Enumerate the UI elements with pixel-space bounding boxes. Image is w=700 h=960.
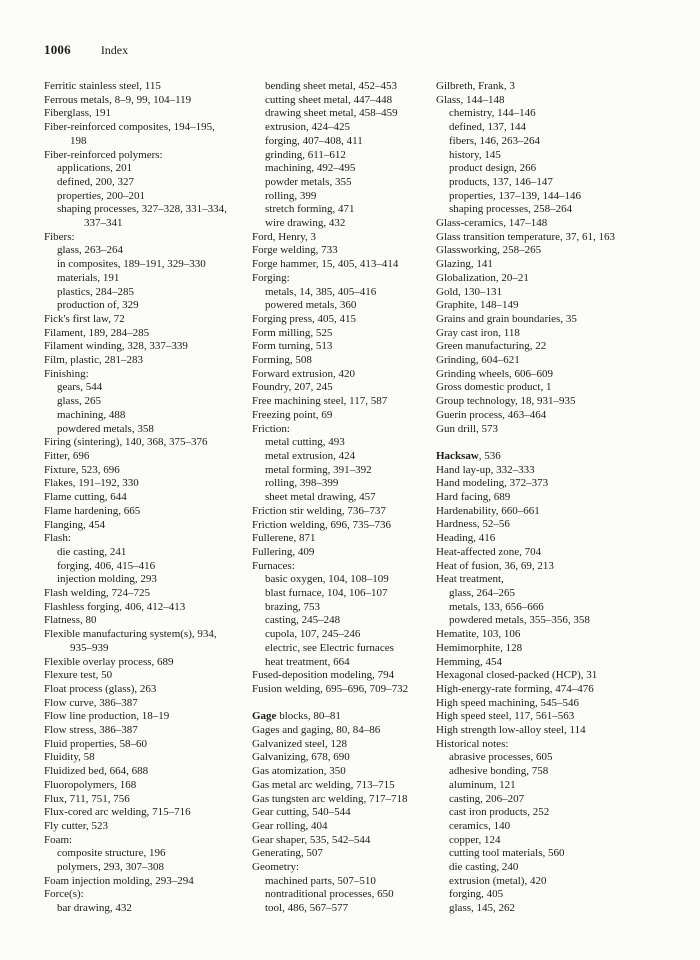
index-entry: Finishing: (44, 367, 89, 380)
index-entry: cast iron products, 252 (449, 806, 550, 819)
index-entry: Grains and grain boundaries, 35 (436, 312, 577, 325)
index-entry: 337–341 (84, 217, 123, 230)
index-entry: Forward extrusion, 420 (252, 367, 355, 380)
index-entry: Hexagonal closed-packed (HCP), 31 (436, 669, 598, 682)
index-entry: Ferrous metals, 8–9, 99, 104–119 (44, 93, 192, 106)
index-entry: Graphite, 148–149 (436, 299, 519, 312)
index-entry: powdered metals, 355–356, 358 (449, 614, 590, 627)
index-entry: Hardness, 52–56 (436, 518, 510, 531)
index-entry: Gage blocks, 80–81 (252, 710, 341, 723)
index-entry: Flux, 711, 751, 756 (44, 792, 130, 805)
index-entry: Friction: (252, 422, 290, 435)
index-entry: basic oxygen, 104, 108–109 (265, 573, 389, 586)
index-entry: casting, 206–207 (449, 792, 525, 805)
index-entry: Fick's first law, 72 (44, 312, 125, 325)
index-entry: Generating, 507 (252, 847, 323, 860)
index-entry: powder metals, 355 (265, 175, 352, 188)
index-entry: Gas tungsten arc welding, 717–718 (252, 792, 408, 805)
index-entry: product design, 266 (449, 162, 537, 175)
index-entry: Flow line production, 18–19 (44, 710, 170, 723)
index-entry: nontraditional processes, 650 (265, 888, 394, 901)
index-entry: rolling, 399 (265, 189, 317, 202)
index-entry: Flame hardening, 665 (44, 504, 141, 517)
index-entry: history, 145 (449, 148, 501, 161)
index-entry: defined, 137, 144 (449, 121, 526, 134)
index-entry: Heading, 416 (436, 532, 496, 545)
index-entry: glass, 145, 262 (449, 902, 515, 915)
index-entry: Gear cutting, 540–544 (252, 806, 351, 819)
index-section-lead: Gage (252, 710, 277, 723)
index-entry: Hand lay-up, 332–333 (436, 463, 535, 476)
index-entry: machined parts, 507–510 (265, 874, 376, 887)
index-entry: Fiber-reinforced polymers: (44, 148, 163, 161)
index-entry: Geometry: (252, 861, 300, 874)
index-entry: shaping processes, 258–264 (449, 203, 573, 216)
index-entry: Flatness, 80 (44, 614, 97, 627)
index-entry: Fullerene, 871 (252, 532, 316, 545)
index-entry: Flame cutting, 644 (44, 491, 127, 504)
index-entry: rolling, 398–399 (265, 477, 339, 490)
index-entry: die casting, 241 (57, 545, 127, 558)
index-entry: Flow stress, 386–387 (44, 724, 138, 737)
index-entry: Guerin process, 463–464 (436, 408, 547, 421)
index-entry: Hematite, 103, 106 (436, 628, 521, 641)
index-entry: Glassworking, 258–265 (436, 244, 542, 257)
index-entry: Forging: (252, 271, 290, 284)
index-entry: Glass, 144–148 (436, 93, 505, 106)
index-entry: Hard facing, 689 (436, 491, 511, 504)
index-entry: Hacksaw, 536 (436, 449, 501, 462)
index-entry: cutting sheet metal, 447–448 (265, 93, 393, 106)
index-entry: High-energy-rate forming, 474–476 (436, 682, 594, 695)
index-entry: Force(s): (44, 888, 84, 901)
index-entry: bending sheet metal, 452–453 (265, 80, 397, 92)
index-entry: Freezing point, 69 (252, 408, 333, 421)
index-entry: extrusion (metal), 420 (449, 874, 547, 887)
index-entry: Flakes, 191–192, 330 (44, 477, 139, 490)
index-entry: metal forming, 391–392 (265, 463, 372, 476)
index-entry: Fiberglass, 191 (44, 107, 112, 120)
index-entry: defined, 200, 327 (57, 175, 134, 188)
index-entry: Fly cutter, 523 (44, 819, 109, 832)
index-entry: Free machining steel, 117, 587 (252, 395, 388, 408)
index-entry: Fluoropolymers, 168 (44, 778, 137, 791)
index-entry: Gun drill, 573 (436, 422, 499, 435)
index-entry: Gas metal arc welding, 713–715 (252, 778, 395, 791)
index-entry: Flux-cored arc welding, 715–716 (44, 806, 191, 819)
index-entry: Firing (sintering), 140, 368, 375–376 (44, 436, 208, 449)
index-entry: Heat-affected zone, 704 (436, 545, 542, 558)
index-entry: Flash: (44, 532, 71, 545)
index-entry: machining, 492–495 (265, 162, 356, 175)
index-entry: Gear shaper, 535, 542–544 (252, 833, 371, 846)
index-entry: Fusion welding, 695–696, 709–732 (252, 682, 409, 695)
index-entry: Glass-ceramics, 147–148 (436, 217, 548, 230)
index-entry: Ford, Henry, 3 (252, 230, 317, 243)
index-entry: powdered metals, 358 (57, 422, 154, 435)
index-entry: electric, see Electric furnaces (265, 641, 394, 654)
index-entry: Fluid properties, 58–60 (44, 737, 147, 750)
index-entry: Heat treatment, (436, 573, 504, 586)
index-entry: Gold, 130–131 (436, 285, 502, 298)
page-title: Index (100, 43, 129, 57)
index-entry: blast furnace, 104, 106–107 (265, 587, 388, 600)
index-entry: casting, 245–248 (265, 614, 341, 627)
index-entry: Flashless forging, 406, 412–413 (44, 600, 186, 613)
index-entry: Gross domestic product, 1 (436, 381, 552, 394)
index-entry: Hand modeling, 372–373 (436, 477, 549, 490)
index-section-lead: Hacksaw (436, 449, 479, 462)
index-entry: Form turning, 513 (252, 340, 333, 353)
index-entry: abrasive processes, 605 (449, 751, 553, 764)
index-entry: Glazing, 141 (436, 258, 493, 271)
index-entry: Flanging, 454 (44, 518, 106, 531)
index-entry: ceramics, 140 (449, 819, 511, 832)
index-entry: bar drawing, 432 (57, 902, 132, 915)
index-entry: Fitter, 696 (44, 449, 90, 462)
index-entry: plastics, 284–285 (57, 285, 134, 298)
index-entry: Gages and gaging, 80, 84–86 (252, 724, 381, 737)
index-entry: Friction stir welding, 736–737 (252, 504, 386, 517)
index-entry: forging, 406, 415–416 (57, 559, 156, 572)
index-entry: Ferritic stainless steel, 115 (44, 80, 161, 92)
index-entry: Forging press, 405, 415 (252, 312, 356, 325)
index-entry: Group technology, 18, 931–935 (436, 395, 576, 408)
index-column-2 (252, 80, 436, 916)
index-entry: Filament winding, 328, 337–339 (44, 340, 188, 353)
page-header (44, 42, 672, 58)
index-entry: aluminum, 121 (449, 778, 516, 791)
index-entry: High speed steel, 117, 561–563 (436, 710, 575, 723)
index-entry: die casting, 240 (449, 861, 519, 874)
index-entry: metal cutting, 493 (265, 436, 345, 449)
index-entry: adhesive bonding, 758 (449, 765, 549, 778)
index-entry: cutting tool materials, 560 (449, 847, 565, 860)
index-entry: Friction welding, 696, 735–736 (252, 518, 392, 531)
index-entry: Furnaces: (252, 559, 295, 572)
index-entry: machining, 488 (57, 408, 126, 421)
page-number: 1006 (44, 42, 71, 57)
index-entry: wire drawing, 432 (265, 217, 346, 230)
index-entry: Fiber-reinforced composites, 194–195, (44, 121, 215, 134)
index-entry: extrusion, 424–425 (265, 121, 350, 134)
index-entry: properties, 137–139, 144–146 (449, 189, 581, 202)
index-entry: Form milling, 525 (252, 326, 333, 339)
index-entry: applications, 201 (57, 162, 133, 175)
index-entry: in composites, 189–191, 329–330 (57, 258, 206, 271)
index-entry: stretch forming, 471 (265, 203, 355, 216)
index-entry: Forge welding, 733 (252, 244, 338, 257)
index-entry: tool, 486, 567–577 (265, 902, 349, 915)
index-entry: drawing sheet metal, 458–459 (265, 107, 398, 120)
index-entry: Gilbreth, Frank, 3 (436, 80, 515, 92)
index-entry: High strength low-alloy steel, 114 (436, 724, 586, 737)
index-entry: 198 (70, 134, 87, 147)
index-entry: Foundry, 207, 245 (252, 381, 333, 394)
index-entry: Hemming, 454 (436, 655, 502, 668)
index-entry: glass, 265 (57, 395, 101, 408)
index-entry: injection molding, 293 (57, 573, 157, 586)
index-entry: Glass transition temperature, 37, 61, 163 (436, 230, 616, 243)
index-entry: Gray cast iron, 118 (436, 326, 520, 339)
index-entry: Fluidity, 58 (44, 751, 95, 764)
index-entry: Flexure test, 50 (44, 669, 113, 682)
index-entry: metal extrusion, 424 (265, 449, 356, 462)
index-entry: Fibers: (44, 230, 75, 243)
index-entry: Forming, 508 (252, 354, 312, 367)
index-entry: Hemimorphite, 128 (436, 641, 523, 654)
index-entry: fibers, 146, 263–264 (449, 134, 541, 147)
index-entry: Filament, 189, 284–285 (44, 326, 150, 339)
index-entry: Grinding, 604–621 (436, 354, 520, 367)
index-entry: forging, 405 (449, 888, 504, 901)
index-entry: Historical notes: (436, 737, 509, 750)
index-entry: Film, plastic, 281–283 (44, 354, 143, 367)
index-entry: Heat of fusion, 36, 69, 213 (436, 559, 554, 572)
index-entry: cupola, 107, 245–246 (265, 628, 361, 641)
index-column-1 (44, 80, 252, 916)
index-entry: metals, 133, 656–666 (449, 600, 544, 613)
index-entry: shaping processes, 327–328, 331–334, (57, 203, 227, 216)
index-entry: Flexible manufacturing system(s), 934, (44, 628, 217, 641)
index-entry: grinding, 611–612 (265, 148, 346, 161)
index-entry: metals, 14, 385, 405–416 (265, 285, 377, 298)
index-entry: Flow curve, 386–387 (44, 696, 138, 709)
index-columns (44, 80, 672, 916)
index-entry: Green manufacturing, 22 (436, 340, 547, 353)
index-entry: Foam injection molding, 293–294 (44, 874, 194, 887)
index-entry: Flash welding, 724–725 (44, 587, 151, 600)
index-entry: Fluidized bed, 664, 688 (44, 765, 149, 778)
index-entry: Globalization, 20–21 (436, 271, 529, 284)
index-entry: Hardenability, 660–661 (436, 504, 540, 517)
index-entry: Fullering, 409 (252, 545, 315, 558)
index-entry: chemistry, 144–146 (449, 107, 536, 120)
index-entry: High speed machining, 545–546 (436, 696, 579, 709)
index-entry: Gas atomization, 350 (252, 765, 346, 778)
index-column-3 (436, 80, 672, 916)
index-entry: 935–939 (70, 641, 109, 654)
index-entry: powered metals, 360 (265, 299, 357, 312)
index-entry: Gear rolling, 404 (252, 819, 328, 832)
index-entry: polymers, 293, 307–308 (57, 861, 164, 874)
index-entry: sheet metal drawing, 457 (265, 491, 376, 504)
index-entry: properties, 200–201 (57, 189, 145, 202)
index-entry: Fixture, 523, 696 (44, 463, 120, 476)
index-entry: composite structure, 196 (57, 847, 166, 860)
index-entry: Galvanized steel, 128 (252, 737, 347, 750)
index-entry: Foam: (44, 833, 73, 846)
index-entry: glass, 263–264 (57, 244, 123, 257)
index-entry: heat treatment, 664 (265, 655, 350, 668)
index-entry: production of, 329 (57, 299, 139, 312)
index-entry: Float process (glass), 263 (44, 682, 157, 695)
index-entry: copper, 124 (449, 833, 501, 846)
index-entry: Flexible overlay process, 689 (44, 655, 174, 668)
index-entry: products, 137, 146–147 (449, 175, 553, 188)
index-entry: gears, 544 (57, 381, 103, 394)
index-entry: Forge hammer, 15, 405, 413–414 (252, 258, 399, 271)
index-entry: forging, 407–408, 411 (265, 134, 363, 147)
index-entry: materials, 191 (57, 271, 120, 284)
index-entry: glass, 264–265 (449, 587, 515, 599)
index-entry: Fused-deposition modeling, 794 (252, 669, 395, 682)
index-entry: Grinding wheels, 606–609 (436, 367, 554, 380)
index-entry: brazing, 753 (265, 600, 320, 613)
index-entry: Galvanizing, 678, 690 (252, 751, 350, 764)
